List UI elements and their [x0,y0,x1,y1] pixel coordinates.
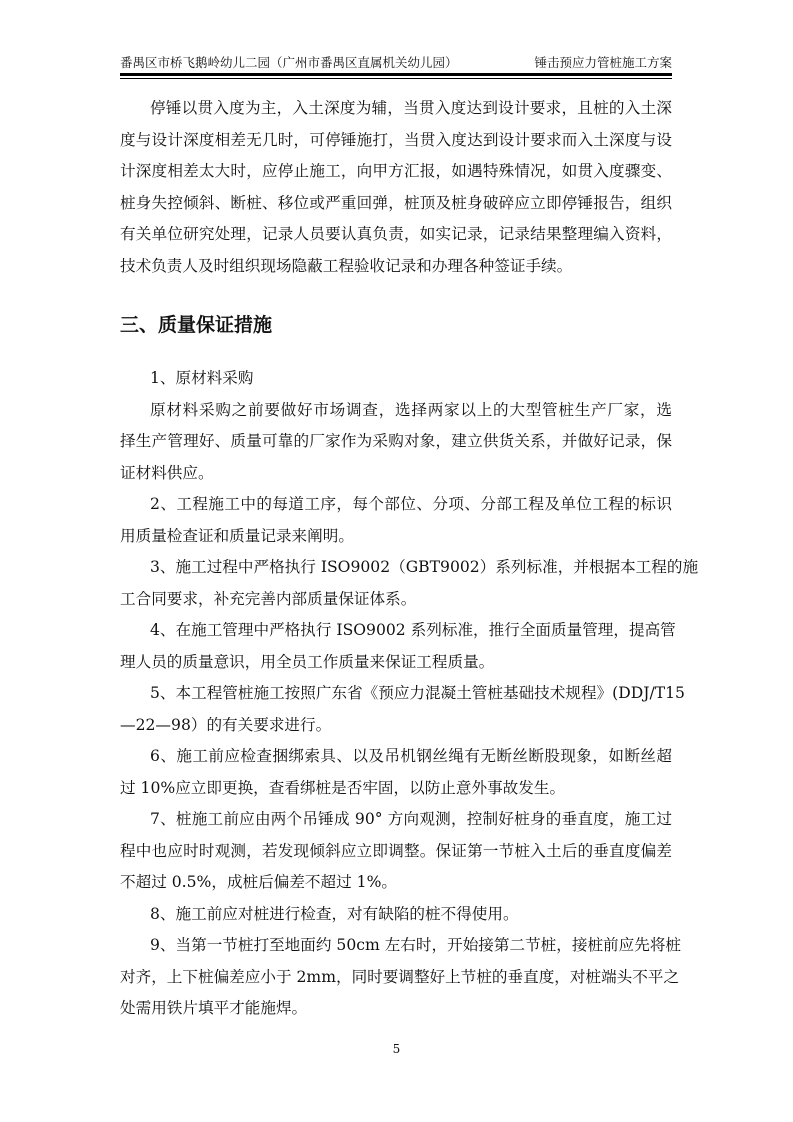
text-line: 程中也应时时观测，若发现倾斜应立即调整。保证第一节桩入土后的垂直度偏差 [120,841,672,860]
text-line: 1、原材料采购 [150,369,254,387]
header-right-title: 锤击预应力管桩施工方案 [534,55,672,70]
text-line: 技术负责人及时组织现场隐蔽工程验收记录和办理各种签证手续。 [120,256,573,275]
text-line: 原材料采购之前要做好市场调查，选择两家以上的大型管桩生产厂家，选 [150,400,672,419]
header-left-title: 番禺区市桥飞鹅岭幼儿二园（广州市番禺区直属机关幼儿园） [120,55,458,70]
paragraph [120,741,672,804]
text-line: 过 10%应立即更换，查看绑桩是否牢固，以防止意外事故发生。 [120,778,566,797]
text-line: 有关单位研究处理，记录人员要认真负责，如实记录，记录结果整理编入资料， [120,225,672,243]
text-line: —22—98）的有关要求进行。 [120,715,332,734]
text-line: 停锤以贯入度为主，入土深度为辅，当贯入度达到设计要求，且桩的入土深 [150,99,672,117]
page-header [120,53,672,71]
text-line: 桩身失控倾斜、断桩、移位或严重回弹，桩顶及桩身破碎应立即停锤报告，组织 [120,193,672,212]
text-line: 对齐，上下桩偏差应小于 2mm，同时要调整好上节桩的垂直度，对桩端头不平之 [120,967,680,986]
text-line: 度与设计深度相差无几时，可停锤施打，当贯入度达到设计要求而入土深度与设 [120,130,672,149]
paragraph [120,395,672,490]
text-line: 5、本工程管桩施工按照广东省《预应力混凝土管桩基础技术规程》(DDJ/T15 [150,684,685,702]
text-line: 证材料供应。 [120,463,214,482]
intro-paragraph [120,93,672,282]
section-body [120,363,699,1025]
text-line: 6、施工前应检查捆绑索具、以及吊机钢丝绳有无断丝断股现象，如断丝超 [150,747,672,765]
text-line: 择生产管理好、质量可靠的厂家作为采购对象，建立供货关系，并做好记录，保 [120,432,672,450]
text-line: 2、工程施工中的每道工序，每个部位、分项、分部工程及单位工程的标识 [150,495,672,513]
text-line: 9、当第一节桩打至地面约 50cm 左右时，开始接第二节桩，接桩前应先将桩 [150,936,682,954]
header-rule-thick [120,73,672,76]
paragraph [120,678,685,741]
paragraph [120,930,682,1025]
paragraph [120,552,699,615]
paragraph [120,804,672,899]
paragraph [120,899,672,931]
page-number: 5 [392,1042,401,1056]
header-rule-thin [120,78,672,79]
text-line: 3、施工过程中严格执行 ISO9002（GBT9002）系列标准，并根据本工程的施 [150,558,699,576]
text-line: 理人员的质量意识，用全员工作质量来保证工程质量。 [120,652,495,671]
text-line: 4、在施工管理中严格执行 ISO9002 系列标准，推行全面质量管理，提高管 [150,621,676,639]
paragraph [120,615,676,678]
text-line: 计深度相差太大时，应停止施工，向甲方汇报，如遇特殊情况，如贯入度骤变、 [120,162,672,180]
text-line: 不超过 0.5%，成桩后偏差不超过 1%。 [120,873,397,891]
text-line: 工合同要求，补充完善内部质量保证体系。 [120,589,417,608]
paragraph [120,489,672,552]
text-line: 用质量检查证和质量记录来阐明。 [120,526,354,545]
text-line: 7、桩施工前应由两个吊锤成 90° 方向观测，控制好桩身的垂直度，施工过 [150,810,672,828]
text-line: 8、施工前应对桩进行检查，对有缺陷的桩不得使用。 [150,904,519,923]
text-line: 处需用铁片填平才能施焊。 [120,999,308,1017]
section-heading: 三、质量保证措施 [120,314,273,336]
paragraph [120,363,672,395]
